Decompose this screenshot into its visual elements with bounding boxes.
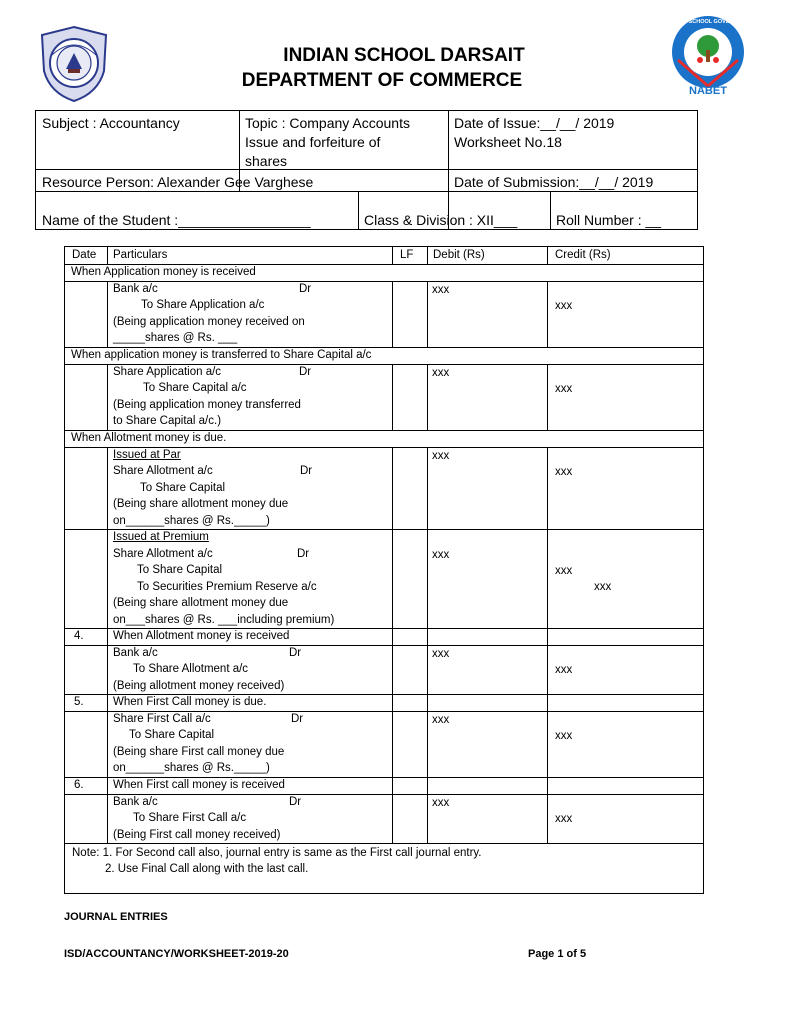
entry-line: To Share Capital a/c bbox=[143, 382, 247, 394]
section-number: 6. bbox=[74, 779, 84, 791]
entry-line: on______shares @ Rs._____) bbox=[113, 515, 270, 527]
debit-amount: xxx bbox=[432, 549, 450, 561]
entry-line: To Share Capital bbox=[137, 564, 223, 576]
journal-entries-table bbox=[64, 246, 704, 894]
entry-dr: Dr bbox=[289, 647, 302, 659]
debit-amount: xxx bbox=[432, 797, 450, 809]
department-name: DEPARTMENT OF COMMERCE bbox=[241, 70, 523, 91]
credit-amount: xxx bbox=[555, 813, 573, 825]
ring-text: QUALITY SCHOOL GOVERNANCE bbox=[663, 19, 753, 25]
document-code: ISD/ACCOUNTANCY/WORKSHEET-2019-20 bbox=[64, 948, 289, 960]
section-number: 4. bbox=[74, 630, 84, 642]
section-heading: When Application money is received bbox=[71, 266, 256, 278]
entry-line: To Share Capital bbox=[140, 482, 226, 494]
header-date: Date bbox=[72, 249, 97, 261]
entry-line: Share Allotment a/c bbox=[113, 465, 213, 477]
student-name-field[interactable]: Name of the Student :_________________ bbox=[42, 212, 311, 228]
debit-amount: xxx bbox=[432, 450, 450, 462]
credit-amount: xxx bbox=[555, 565, 573, 577]
entry-dr: Dr bbox=[300, 465, 313, 477]
class-division-field[interactable]: Class & Division : XII___ bbox=[364, 212, 518, 228]
topic-line-2: Issue and forfeiture of bbox=[245, 134, 381, 150]
credit-amount: xxx bbox=[555, 300, 573, 312]
date-of-issue: Date of Issue:__/__/ 2019 bbox=[454, 115, 615, 131]
entry-dr: Dr bbox=[291, 713, 304, 725]
credit-amount: xxx bbox=[555, 730, 573, 742]
entry-line: To Share Application a/c bbox=[141, 299, 265, 311]
entry-line: (Being allotment money received) bbox=[113, 680, 285, 692]
entry-subheading: Issued at Premium bbox=[113, 531, 209, 543]
nabet-label: NABET bbox=[689, 85, 727, 97]
entry-line: Bank a/c bbox=[113, 283, 158, 295]
subject-label: Subject : Accountancy bbox=[42, 115, 180, 131]
credit-amount: xxx bbox=[555, 664, 573, 676]
entry-line: (Being application money transferred bbox=[113, 399, 301, 411]
entry-line: on___shares @ Rs. ___including premium) bbox=[113, 614, 335, 626]
debit-amount: xxx bbox=[432, 648, 450, 660]
worksheet-number: Worksheet No.18 bbox=[454, 134, 562, 150]
topic-line-1: Topic : Company Accounts bbox=[245, 115, 410, 131]
debit-amount: xxx bbox=[432, 284, 450, 296]
topic-line-3: shares bbox=[245, 153, 288, 169]
entry-dr: Dr bbox=[299, 283, 312, 295]
entry-line: to Share Capital a/c.) bbox=[113, 415, 222, 427]
entry-line: Share First Call a/c bbox=[113, 713, 211, 725]
note-line: Note: 1. For Second call also, journal entry is same as the First call journal entry. bbox=[72, 847, 482, 859]
entry-line: (Being application money received on bbox=[113, 316, 305, 328]
entry-dr: Dr bbox=[289, 796, 302, 808]
header-credit: Credit (Rs) bbox=[555, 249, 611, 261]
entry-line: Bank a/c bbox=[113, 647, 158, 659]
debit-amount: xxx bbox=[432, 367, 450, 379]
entry-line: To Share First Call a/c bbox=[133, 812, 247, 824]
journal-entries-label: JOURNAL ENTRIES bbox=[64, 911, 168, 923]
entry-line: To Share Allotment a/c bbox=[133, 663, 249, 675]
header-particulars: Particulars bbox=[113, 249, 168, 261]
section-heading: When application money is transferred to Share Capital a/c bbox=[71, 349, 372, 361]
page-number: Page 1 of 5 bbox=[528, 948, 587, 960]
worksheet-info-table bbox=[35, 110, 698, 230]
entry-line: (Being share allotment money due bbox=[113, 498, 289, 510]
entry-dr: Dr bbox=[297, 548, 310, 560]
roll-number-field[interactable]: Roll Number : __ bbox=[556, 212, 662, 228]
entry-line: (Being First call money received) bbox=[113, 829, 281, 841]
section-heading: When First Call money is due. bbox=[113, 696, 267, 708]
credit-amount: xxx bbox=[594, 581, 612, 593]
section-heading: When First call money is received bbox=[113, 779, 285, 791]
credit-amount: xxx bbox=[555, 466, 573, 478]
entry-line: on______shares @ Rs._____) bbox=[113, 762, 270, 774]
section-heading: When Allotment money is due. bbox=[71, 432, 227, 444]
resource-person: Resource Person: Alexander Gee Varghese bbox=[42, 174, 314, 190]
entry-line: _____shares @ Rs. ___ bbox=[113, 332, 238, 344]
entry-line: (Being share First call money due bbox=[113, 746, 285, 758]
entry-line: Bank a/c bbox=[113, 796, 158, 808]
entry-dr: Dr bbox=[299, 366, 312, 378]
date-of-submission: Date of Submission:__/__/ 2019 bbox=[454, 174, 654, 190]
entry-line: Share Application a/c bbox=[113, 366, 222, 378]
entry-line: (Being share allotment money due bbox=[113, 597, 289, 609]
entry-line: Share Allotment a/c bbox=[113, 548, 213, 560]
credit-amount: xxx bbox=[555, 383, 573, 395]
school-name: INDIAN SCHOOL DARSAIT bbox=[283, 45, 525, 66]
entry-line: To Share Capital bbox=[129, 729, 215, 741]
section-number: 5. bbox=[74, 696, 84, 708]
section-heading: When Allotment money is received bbox=[113, 630, 290, 642]
note-line: 2. Use Final Call along with the last call. bbox=[105, 863, 309, 875]
debit-amount: xxx bbox=[432, 714, 450, 726]
header-lf: LF bbox=[400, 249, 414, 261]
header-debit: Debit (Rs) bbox=[433, 249, 485, 261]
entry-line: To Securities Premium Reserve a/c bbox=[137, 581, 317, 593]
entry-subheading: Issued at Par bbox=[113, 449, 181, 461]
